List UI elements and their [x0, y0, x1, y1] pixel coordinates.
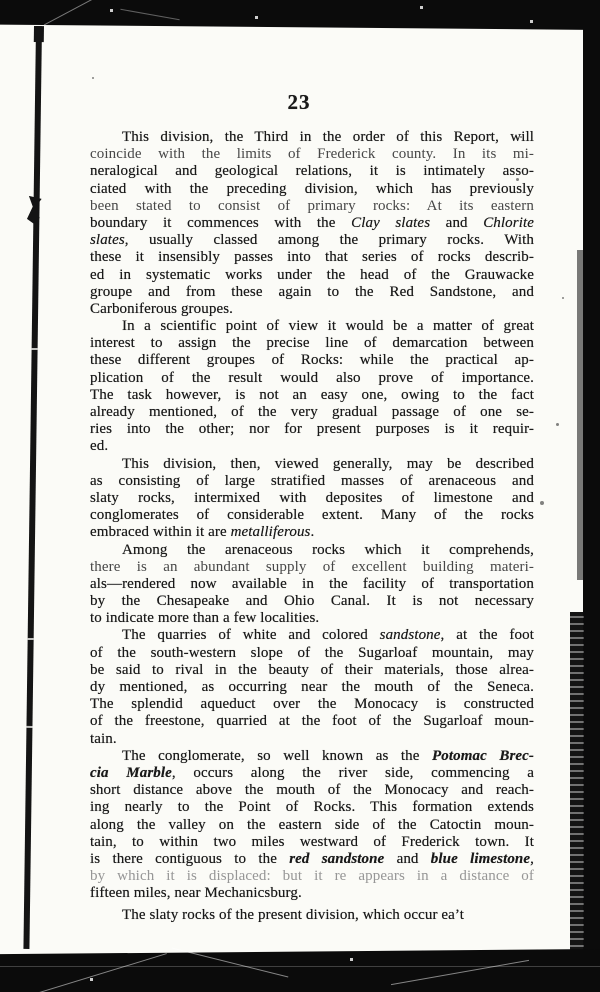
emphasized-text: cia Marble: [90, 764, 172, 781]
body-text: fifteen miles, near Mechanicsburg.: [90, 885, 302, 902]
text-line: [90, 370, 534, 387]
rule-head-mark: [34, 26, 44, 42]
text-line: [90, 559, 534, 576]
body-text: embraced within it are: [90, 524, 231, 541]
text-line: [90, 232, 534, 249]
text-line: [90, 318, 534, 335]
body-text: tain, to within two miles westward of Frederick town. It: [90, 833, 534, 850]
body-text: .: [310, 524, 315, 541]
text-line: [90, 335, 534, 352]
text-line: [90, 249, 534, 266]
dust-speck: [350, 958, 353, 961]
body-text: and: [430, 214, 484, 231]
paragraph: [90, 456, 534, 542]
book-spine-texture: [570, 612, 584, 952]
text-line: [90, 834, 534, 851]
body-text: already mentioned, of the very gradual passage of one se-: [90, 404, 534, 420]
body-text: ed.: [90, 438, 109, 455]
body-text: to indicate more than a few localities.: [90, 610, 320, 627]
text-line: [90, 267, 534, 284]
body-text: ciated with the preceding division, which has previously: [90, 180, 534, 197]
text-line: [90, 490, 534, 507]
body-text: boundary it commences with the: [90, 214, 352, 231]
text-line: [90, 301, 534, 318]
rule-notch: [32, 348, 38, 350]
text-line: [90, 129, 534, 146]
dust-speck: [255, 16, 258, 19]
text-line: [90, 163, 534, 180]
paragraph: [90, 318, 534, 456]
text-line: [90, 885, 534, 902]
text-line: [90, 473, 534, 490]
text-line: [90, 387, 534, 404]
paragraph: [90, 748, 534, 903]
body-text: ,: [530, 850, 534, 867]
text-line: [90, 610, 534, 627]
text-line: [90, 215, 534, 232]
body-text: tain.: [90, 730, 117, 747]
rule-notch: [28, 638, 34, 640]
body-text: The conglomerate, so well known as the: [122, 747, 433, 764]
emphasized-text: sandstone: [379, 627, 441, 644]
paragraph: [90, 542, 534, 628]
body-text: groupe and from these again to the Red Sandstone, and: [90, 283, 534, 300]
ink-speck: [562, 297, 564, 299]
body-text: The splendid aqueduct over the Monocacy is constructed: [90, 696, 534, 713]
text-line: [90, 593, 534, 610]
emphasized-text: Potomac Brec-: [432, 747, 534, 764]
text-line: [90, 696, 534, 713]
body-text: ing nearly to the Point of Rocks. This formation extends: [90, 799, 534, 816]
left-margin-rule: [23, 26, 42, 949]
text-line: [90, 352, 534, 369]
dust-speck: [530, 20, 533, 23]
text-line: [90, 421, 534, 438]
dust-speck: [110, 9, 113, 12]
body-text: Carboniferous groupes.: [90, 300, 234, 317]
body-text: as consisting of large stratified masses of arenaceous and: [90, 472, 534, 489]
text-line: [90, 524, 534, 541]
text-line: [90, 731, 534, 748]
text-line: [90, 748, 534, 765]
body-text: there is an abundant supply of excellent building materi-: [90, 558, 534, 575]
scan-edge-top: [0, 0, 600, 30]
text-line: [90, 851, 534, 868]
emphasized-text: red sandstone: [289, 850, 385, 867]
text-line: [90, 576, 534, 593]
body-text: The quarries of white and colored: [122, 627, 380, 644]
text-line: [90, 713, 534, 730]
text-line: [90, 198, 534, 215]
ink-speck: [92, 77, 94, 79]
body-text: This division, then, viewed generally, may be described: [122, 455, 534, 472]
body-text: along the valley on the eastern side of the Catoctin moun-: [90, 816, 534, 833]
emphasized-text: Chlorite: [483, 214, 534, 231]
body-text: interest to assign the precise line of demarcation between: [90, 335, 534, 352]
text-line: [90, 782, 534, 799]
body-text: The task however, is not an easy one, owing to the fact: [90, 386, 534, 403]
body-text: be said to rival in the beauty of their materials, those alrea-: [90, 661, 534, 678]
book-spine-smudge: [577, 250, 584, 580]
text-line: [90, 868, 534, 885]
emphasized-text: blue limestone: [430, 850, 531, 867]
ink-speck: [540, 501, 544, 505]
ink-speck: [556, 423, 559, 426]
text-line: [90, 799, 534, 816]
text-line: [90, 438, 534, 455]
paragraph: [90, 627, 534, 747]
dust-speck: [90, 978, 93, 981]
body-text: been stated to consist of primary rocks: At its eastern: [90, 197, 534, 214]
text-line: [90, 817, 534, 834]
text-line: [90, 627, 534, 644]
scratch-mark: [0, 966, 600, 967]
body-text: , usually classed among the primary rocks. With: [124, 232, 534, 249]
body-text: these different groupes of Rocks: while the practical ap-: [90, 352, 534, 369]
body-text: by the Chesapeake and Ohio Canal. It is not necessary: [90, 593, 534, 610]
body-text: short distance above the mouth of the Monocacy and reach-: [90, 782, 534, 799]
body-text: slaty rocks, intermixed with deposites of limestone and: [90, 489, 534, 506]
text-line: [90, 284, 534, 301]
rule-notch: [26, 726, 32, 728]
emphasized-text: metalliferous: [230, 524, 311, 541]
emphasized-text: slates: [90, 232, 125, 249]
text-line: [90, 146, 534, 163]
body-text: In a scientific point of view it would be a matter of great: [122, 318, 534, 335]
text-line: [90, 645, 534, 662]
paragraph: [90, 129, 534, 318]
body-text: plication of the result would also prove of importance.: [90, 369, 534, 386]
body-text: by which it is displaced: but it re appears in a distance of: [90, 868, 534, 885]
scan-edge-bottom: [0, 949, 600, 992]
text-line: [90, 662, 534, 679]
ink-blob-mark: [25, 196, 41, 224]
text-line: [90, 456, 534, 473]
scan-edge-right: [583, 0, 600, 992]
emphasized-text: Clay slates: [351, 214, 431, 231]
body-text: , occurs along the river side, commencing a: [171, 764, 534, 781]
body-text: conglomerates of considerable extent. Many of the rocks: [90, 507, 534, 524]
body-text: als—rendered now available in the facility of transportation: [90, 575, 534, 592]
dust-speck: [420, 6, 423, 9]
body-text: of the south-western slope of the Sugarloaf mountain, may: [90, 644, 534, 661]
body-text: ed in systematic works under the head of the Grauwacke: [90, 266, 534, 283]
body-text: these it insensibly passes into that series of rocks describ-: [90, 249, 534, 266]
body-text: of the freestone, quarried at the foot of the Sugarloaf moun-: [90, 713, 534, 730]
body-text: and: [384, 850, 431, 867]
text-line: [90, 404, 534, 421]
body-text: neralogical and geological relations, it is intimately asso-: [90, 163, 534, 180]
body-text: is there contiguous to the: [90, 850, 290, 867]
body-text: Among the arenaceous rocks which it comprehends,: [122, 541, 534, 558]
text-line: [90, 542, 534, 559]
text-line: [90, 765, 534, 782]
paragraph: [90, 907, 534, 924]
text-line: [90, 507, 534, 524]
body-text: coincide with the limits of Frederick county. In its mi-: [90, 146, 534, 163]
text-block: [90, 129, 534, 925]
text-line: [90, 907, 534, 924]
body-text: ries into the other; nor for present purposes is it requir-: [90, 421, 534, 438]
text-line: [90, 679, 534, 696]
text-line: [90, 181, 534, 198]
body-text: dy mentioned, as occurring near the mouth of the Seneca.: [90, 679, 534, 695]
body-text: , at the foot: [440, 627, 534, 644]
page-number: 23: [287, 90, 311, 114]
body-text: This division, the Third in the order of this Report, will: [122, 129, 534, 145]
body-text: The slaty rocks of the present division, which occur ea’t: [122, 907, 464, 924]
